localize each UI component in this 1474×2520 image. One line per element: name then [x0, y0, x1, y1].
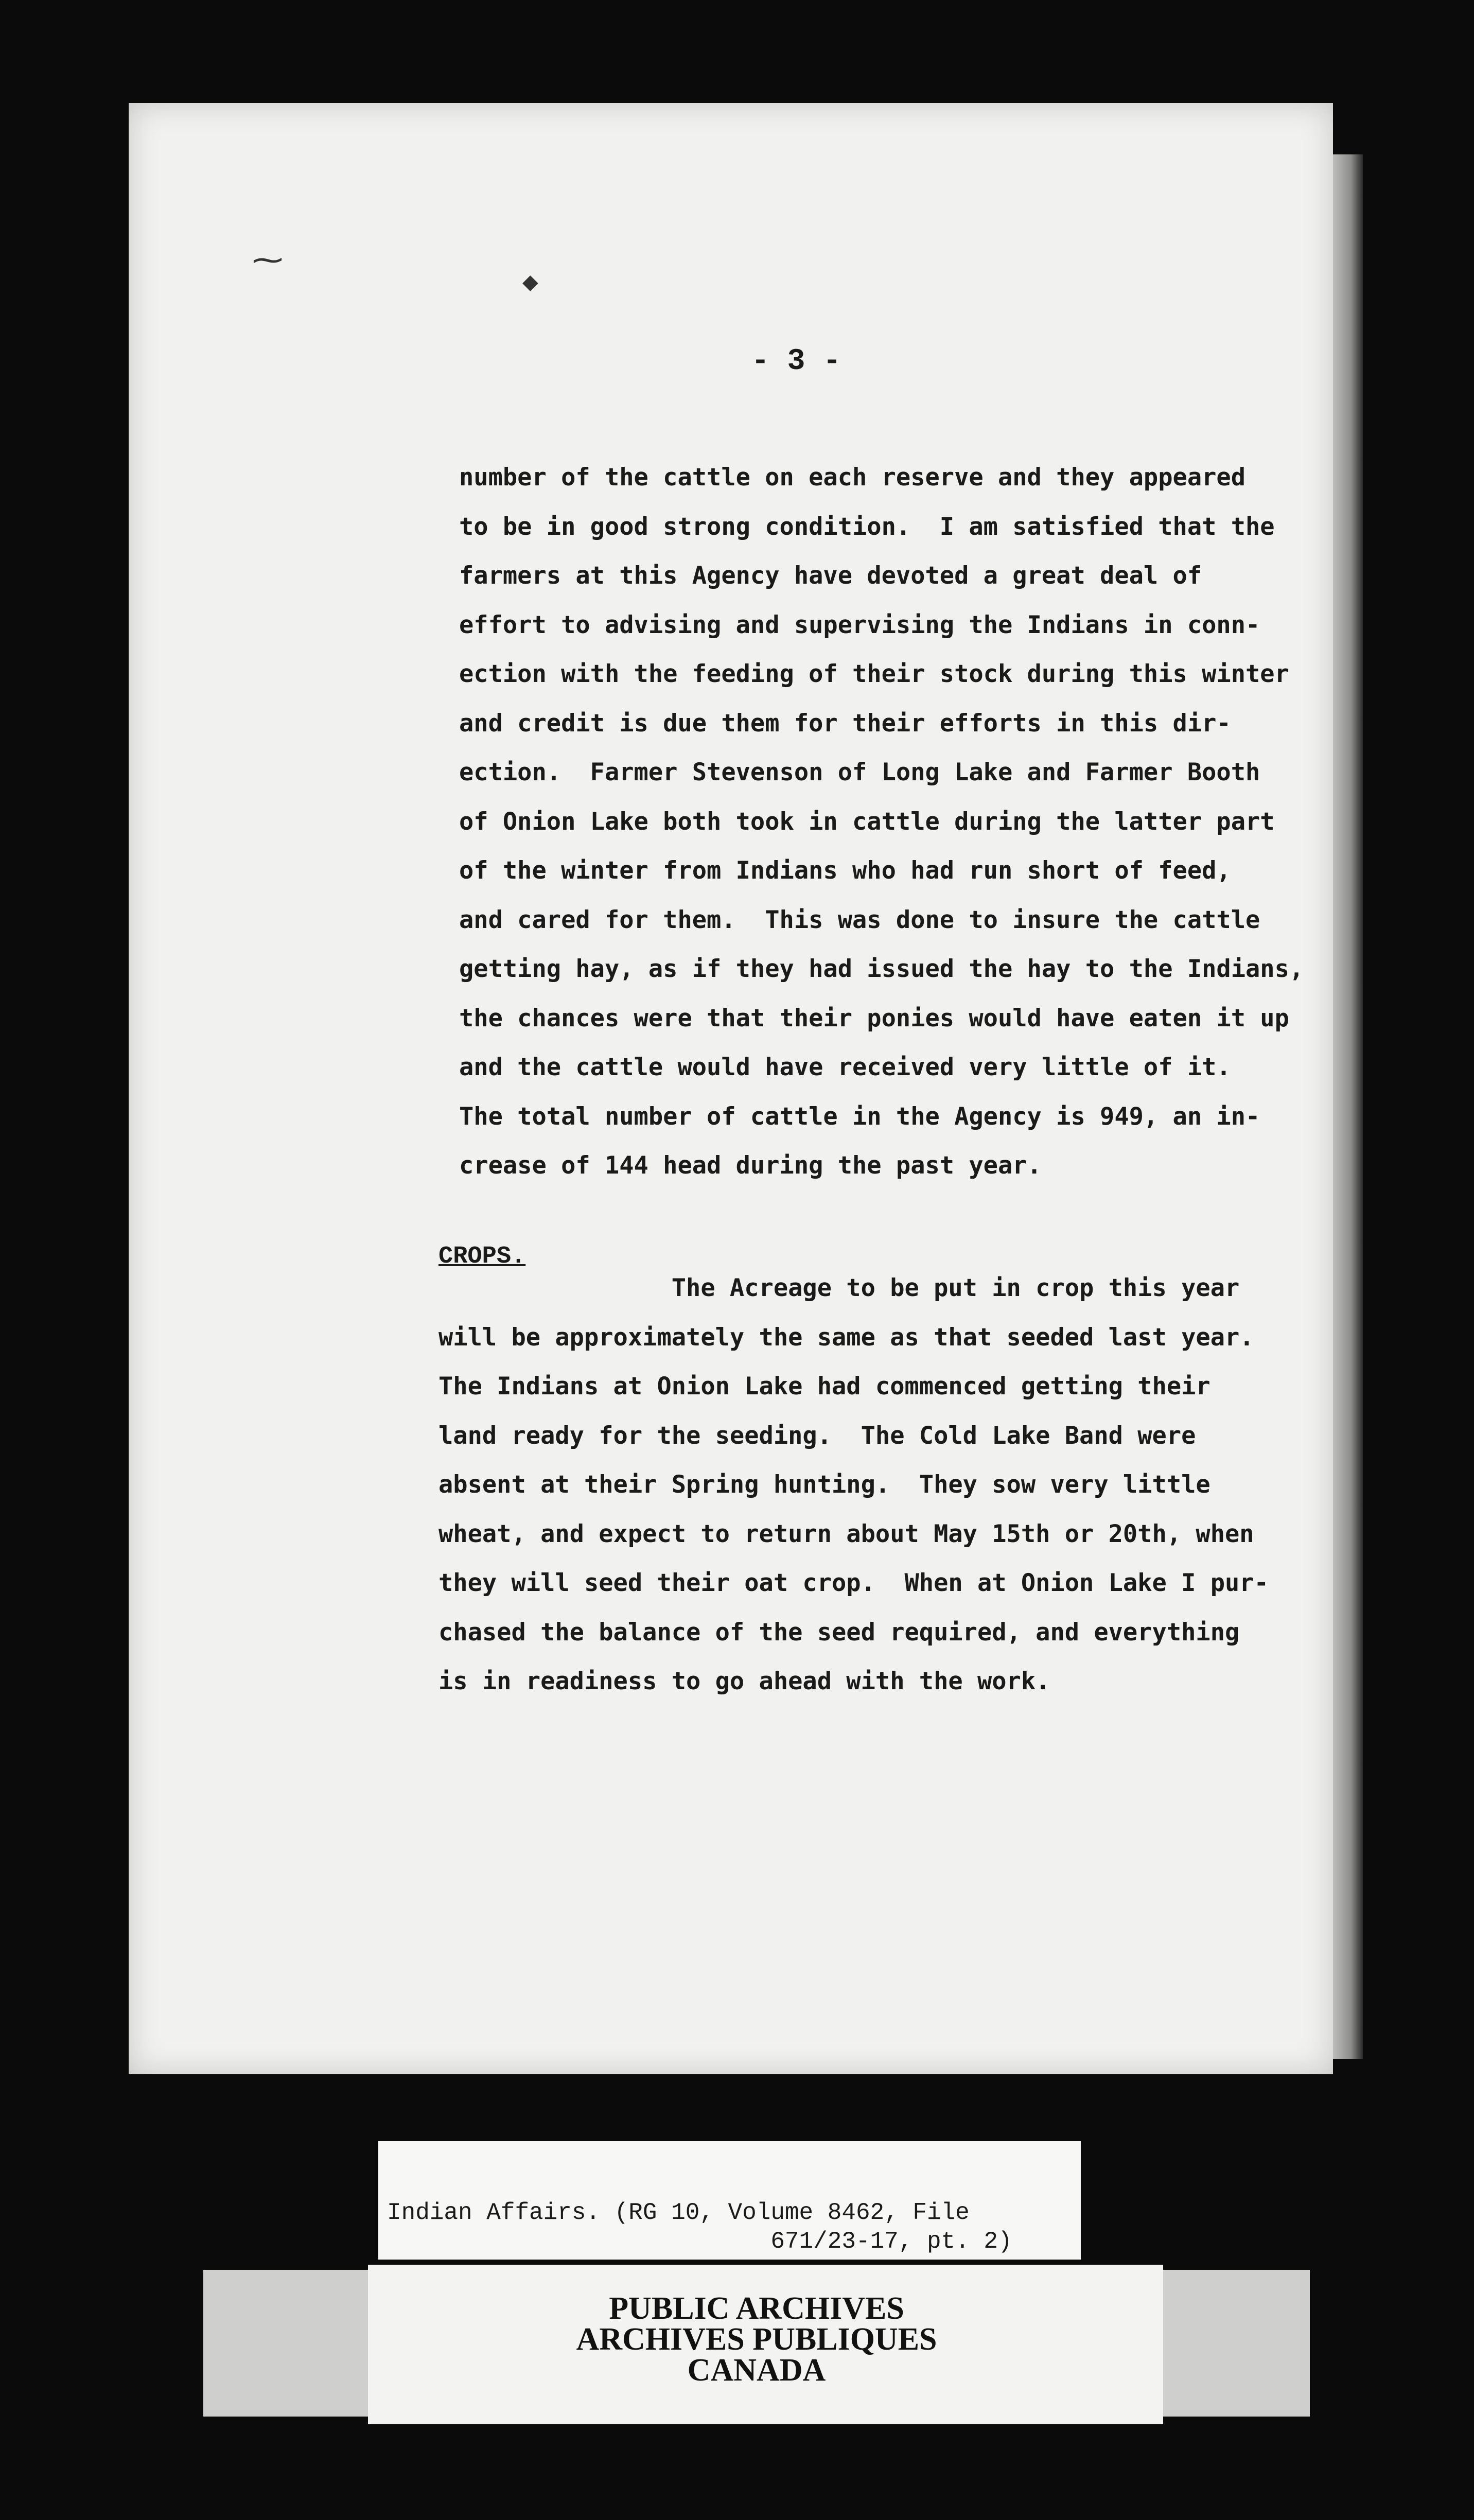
citation-line: 671/23-17, pt. 2)	[387, 2228, 1012, 2255]
citation-line: Indian Affairs. (RG 10, Volume 8462, File	[387, 2199, 970, 2226]
text-line: land ready for the seeding. The Cold Lake Band were	[438, 1421, 1196, 1450]
smudge-mark: ⁓	[252, 242, 283, 278]
page-edge	[1333, 154, 1363, 2059]
text-line: is in readiness to go ahead with the work.	[438, 1667, 1050, 1695]
text-line: getting hay, as if they had issued the hay to the Indians,	[459, 955, 1304, 983]
text-line: crease of 144 head during the past year.	[459, 1151, 1042, 1180]
text-line: absent at their Spring hunting. They sow very little	[438, 1471, 1210, 1499]
archive-stamp	[540, 2293, 973, 2386]
text-line: chased the balance of the seed required, and everything	[438, 1618, 1240, 1647]
page-number: - 3 -	[751, 345, 841, 378]
citation-text	[387, 2198, 1012, 2256]
text-line: The Indians at Onion Lake had commenced getting their	[438, 1372, 1210, 1401]
text-line: farmers at this Agency have devoted a great deal of	[459, 562, 1202, 590]
text-line: the chances were that their ponies would have eaten it up	[459, 1004, 1289, 1032]
text-line: to be in good strong condition. I am satisfied that the	[459, 512, 1275, 541]
text-line: of the winter from Indians who had run short of feed,	[459, 856, 1231, 885]
section-heading-crops: CROPS.	[438, 1243, 526, 1270]
text-line: The Acreage to be put in crop this year	[438, 1274, 1240, 1302]
text-line: and cared for them. This was done to insure the cattle	[459, 905, 1260, 934]
text-line: ection. Farmer Stevenson of Long Lake and Farmer Booth	[459, 758, 1260, 786]
text-line: wheat, and expect to return about May 15th or 20th, when	[438, 1519, 1254, 1548]
archive-stamp-line: ARCHIVES PUBLIQUES	[576, 2322, 937, 2357]
text-line: they will seed their oat crop. When at Onion Lake I pur-	[438, 1569, 1269, 1597]
text-line: will be approximately the same as that seeded last year.	[438, 1323, 1254, 1352]
archive-stamp-line: CANADA	[687, 2353, 826, 2388]
text-line: effort to advising and supervising the Indians in conn-	[459, 610, 1260, 639]
text-line: of Onion Lake both took in cattle during the latter part	[459, 807, 1275, 836]
text-line: ection with the feeding of their stock during this winter	[459, 660, 1289, 688]
text-line: The total number of cattle in the Agency is 949, an in-	[459, 1102, 1260, 1131]
body-paragraph-crops	[438, 1264, 1269, 1706]
body-paragraph-cattle	[459, 453, 1304, 1191]
text-line: and credit is due them for their efforts in this dir-	[459, 709, 1231, 738]
text-line: and the cattle would have received very little of it.	[459, 1053, 1231, 1081]
archive-stamp-line: PUBLIC ARCHIVES	[609, 2291, 904, 2326]
dot-mark: ◆	[522, 270, 538, 294]
text-line: number of the cattle on each reserve and they appeared	[459, 463, 1246, 492]
